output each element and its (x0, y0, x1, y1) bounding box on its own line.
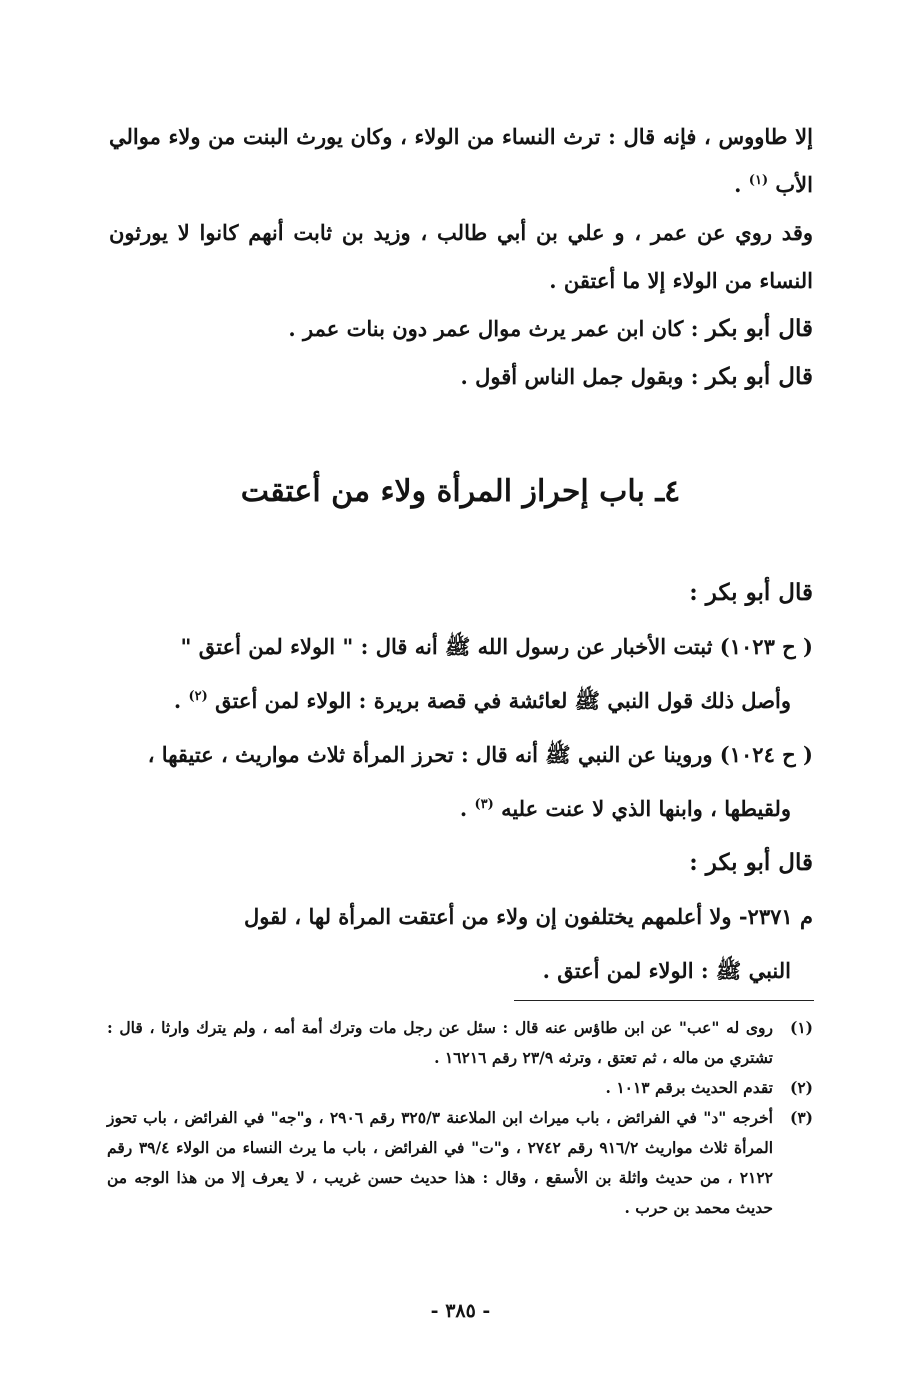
footnote-text: أخرجه "د" في الفرائض ، باب ميراث ابن الملاعنة ٣٢٥/٣ رقم ٢٩٠٦ ، و"جه" في الفرائض ، باب تحوز المرأة ثلاث مواريث ٩١٦/٢ رقم ٢٧٤٢ ، و"ت" في الفرائض ، باب ما يرث النساء من الولاء ٣٩/٤ رقم ٢١٢٢ ، من حديث واثلة بن الأسقع ، وقال : هذا حديث حسن غريب ، لا يعرف إلا من هذا الوجه من حديث محمد بن حرب . (107, 1108, 773, 1217)
abu-bakr-label-2: قال أبو بكر : (689, 849, 813, 876)
paragraph-end-dot: . (459, 796, 475, 821)
hadith-1023-line2-text: وأصل ذلك قول النبي ﷺ لعائشة في قصة بريرة : الولاء لمن أعتق (215, 688, 791, 713)
paragraph-tawus (109, 113, 813, 209)
footnote-2 (107, 1073, 813, 1103)
footnote-3 (107, 1103, 813, 1223)
hadith-1023-line1: ( ح ١٠٢٣) ثبتت الأخبار عن رسول الله ﷺ أنه قال : " الولاء لمن أعتق " (180, 634, 813, 659)
top-text-block (109, 113, 813, 401)
paragraph-tawus-text: إلا طاووس ، فإنه قال : ترث النساء من الولاء ، وكان يورث البنت من ولاء موالي الأب (109, 124, 813, 197)
quote-abu-bakr-2 (109, 353, 813, 401)
footnotes (107, 1013, 813, 1223)
footnote-ref-3: (٣) (474, 797, 494, 812)
hadith-1023-line2 (109, 674, 813, 728)
paragraph-end-dot: . (173, 688, 189, 713)
footnote-text: روى له "عب" عن ابن طاؤس عنه قال : سئل عن رجل مات وترك أمة أمه ، ولم يترك وارثا ، قال : تشتري من ماله ، ثم تعتق ، وترثه ٢٣/٩ رقم ١٦٢١٦ . (107, 1018, 773, 1067)
quote-abu-bakr-1 (109, 305, 813, 353)
hadith-1024-line2-text: ولقيطها ، وابنها الذي لا عنت عليه (501, 796, 791, 821)
footnote-number: (١) (789, 1018, 813, 1037)
footnote-1 (107, 1013, 813, 1073)
quote-text: : وبقول جمل الناس أقول . (460, 364, 706, 389)
footnote-divider (514, 1000, 814, 1001)
footnote-text: تقدم الحديث برقم ١٠١٣ . (605, 1078, 773, 1097)
hadith-1024-line1: ( ح ١٠٢٤) وروينا عن النبي ﷺ أنه قال : تحرز المرأة ثلاث مواريث ، عتيقها ، (147, 742, 813, 767)
quote-label: قال أبو بكر (705, 363, 813, 390)
chapter-heading: ٤ـ باب إحراز المرأة ولاء من أعتقت (240, 474, 681, 509)
footnote-number: (٣) (789, 1108, 813, 1127)
abu-bakr-label-1: قال أبو بكر : (689, 579, 813, 606)
footnote-number: (٢) (789, 1078, 813, 1097)
paragraph-end-dot: . (734, 172, 749, 197)
footnote-ref-2: (٢) (188, 689, 208, 704)
quote-text: : كان ابن عمر يرث موال عمر دون بنات عمر . (288, 316, 706, 341)
chapter-body (109, 566, 813, 998)
footnote-ref-1: (١) (748, 173, 769, 188)
masala-2371-line2: النبي ﷺ : الولاء لمن أعتق . (542, 958, 791, 983)
paragraph-umar: وقد روي عن عمر ، و علي بن أبي طالب ، وزيد بن ثابت أنهم كانوا لا يورثون النساء من الولاء إلا ما أعتقن . (109, 220, 813, 293)
hadith-1024-line2 (109, 782, 813, 836)
masala-2371-line1: م ٢٣٧١- ولا أعلمهم يختلفون إن ولاء من أعتقت المرأة لها ، لقول (243, 904, 813, 929)
page-number: - ٣٨٥ - (430, 1300, 491, 1322)
quote-label: قال أبو بكر (705, 315, 813, 342)
